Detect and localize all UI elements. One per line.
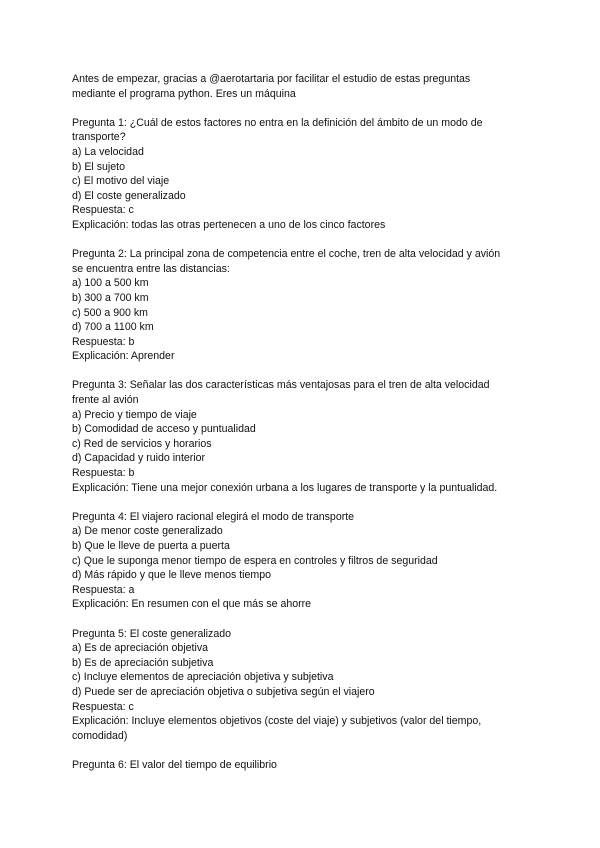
explanation-line: Explicación: En resumen con el que más se ahorre (72, 598, 312, 611)
explanation-line: Explicación: todas las otras pertenecen a uno de los cinco factores (72, 218, 386, 231)
option-c: c) El motivo del viaje (72, 175, 170, 188)
option-d: d) Más rápido y que le lleve menos tiempo (72, 569, 272, 582)
answer-line: Respuesta: b (72, 467, 135, 480)
question-text: se encuentra entre las distancias: (72, 262, 230, 275)
answer-line: Respuesta: c (72, 700, 134, 713)
option-a: a) Precio y tiempo de viaje (72, 408, 197, 421)
question-block-6 (72, 758, 532, 773)
question-block-1 (72, 116, 532, 233)
option-a: a) De menor coste generalizado (72, 525, 223, 538)
option-a: a) La velocidad (72, 145, 144, 158)
option-b: b) Es de apreciación subjetiva (72, 656, 214, 669)
intro-line: mediante el programa python. Eres un máquina (72, 87, 296, 100)
option-b: b) Que le lleve de puerta a puerta (72, 540, 230, 552)
question-text: Pregunta 2: La principal zona de competencia entre el coche, tren de alta velocidad y avión (72, 248, 501, 261)
option-c: c) Incluye elementos de apreciación objetiva y subjetiva (72, 671, 334, 684)
question-text: frente al avión (72, 394, 139, 407)
option-d: d) 700 a 1100 km (72, 321, 154, 334)
question-text: Pregunta 6: El valor del tiempo de equilibrio (72, 758, 277, 771)
question-text: Pregunta 3: Señalar las dos características más ventajosas para el tren de alta velocidad (72, 379, 490, 392)
document-page (72, 72, 532, 773)
option-b: b) 300 a 700 km (72, 291, 149, 304)
option-b: b) Comodidad de acceso y puntualidad (72, 423, 256, 436)
answer-line: Respuesta: c (72, 204, 134, 217)
explanation-line: Explicación: Aprender (72, 350, 175, 363)
option-c: c) Que le suponga menor tiempo de espera en controles y filtros de seguridad (72, 554, 438, 567)
question-block-3 (72, 378, 532, 495)
explanation-line: Explicación: Incluye elementos objetivos (coste del viaje) y subjetivos (valor del tiempo, (72, 715, 482, 728)
option-d: d) Capacidad y ruido interior (72, 452, 206, 465)
option-c: c) Red de servicios y horarios (72, 437, 212, 450)
intro-line: Antes de empezar, gracias a @aerotartaria por facilitar el estudio de estas preguntas (72, 73, 471, 85)
option-d: d) Puede ser de apreciación objetiva o subjetiva según el viajero (72, 685, 375, 698)
explanation-line: comodidad) (72, 729, 128, 742)
question-block-4 (72, 510, 532, 612)
explanation-line: Explicación: Tiene una mejor conexión urbana a los lugares de transporte y la puntualidad. (72, 481, 498, 494)
intro-paragraph (72, 72, 532, 101)
option-d: d) El coste generalizado (72, 189, 186, 202)
option-c: c) 500 a 900 km (72, 306, 148, 319)
question-text: Pregunta 4: El viajero racional elegirá el modo de transporte (72, 510, 355, 523)
question-block-5 (72, 627, 532, 744)
option-b: b) El sujeto (72, 160, 125, 173)
question-text: Pregunta 1: ¿Cuál de estos factores no entra en la definición del ámbito de un modo de (72, 116, 483, 129)
question-text: transporte? (72, 131, 126, 144)
answer-line: Respuesta: a (72, 583, 135, 596)
option-a: a) 100 a 500 km (72, 277, 149, 290)
answer-line: Respuesta: b (72, 335, 135, 348)
question-text: Pregunta 5: El coste generalizado (72, 627, 232, 640)
question-block-2 (72, 247, 532, 364)
option-a: a) Es de apreciación objetiva (72, 642, 209, 655)
